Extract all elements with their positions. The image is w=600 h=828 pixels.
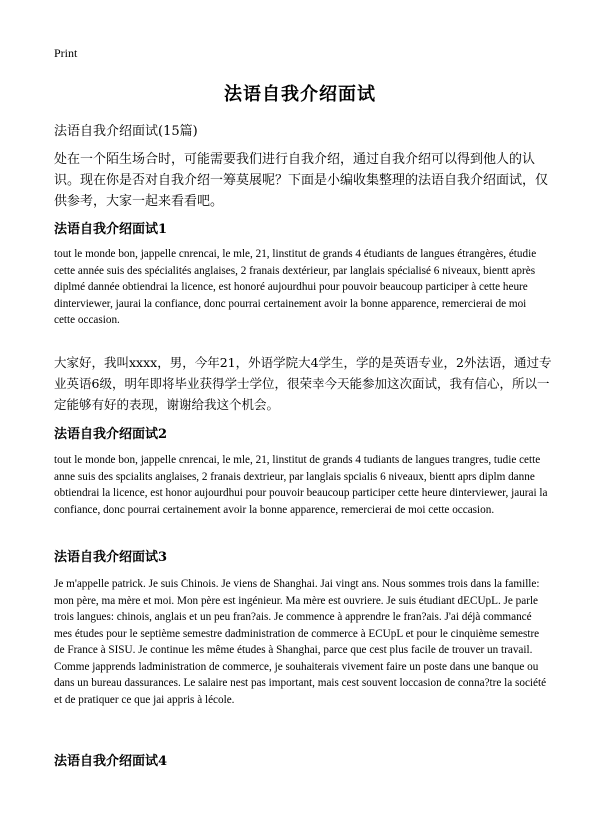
section-3-french-paragraph: Je m'appelle patrick. Je suis Chinois. Je viens de Shanghai. Jai vingt ans. Nous sommes trois dans la famille: mon père, ma mère et moi. Mon père est ingénieur. Ma mère est ouvriere. Je suis étudiant dECUpL. Je parle trois langues: chinois, anglais et un peu fran?ais. Je commence à apprendre le fran?ais. J'ai déjà commancé mes études pour le septième semestre dadministration de commerce à ECUpL et pour le cinquième semestre de France à SISU. Je continue les même études à Shanghai, parce que cest plus facile de trouver un travail. Comme japprends ladministration de commerce, je souhaiterais vivement faire un poste dans une banque ou dans un bureau dassurances. Le salaire nest pas important, mais cest souvent loccasion de conna?tre la société et de pratiquer ce que jai appris à lécole.	[54, 578, 547, 706]
intro-paragraph: 处在一个陌生场合时，可能需要我们进行自我介绍，通过自我介绍可以得到他人的认识。现在你是否对自我介绍一筹莫展呢？下面是小编收集整理的法语自我介绍面试，仅供参考，大家一起来看看吧。	[54, 152, 549, 209]
document-subtitle: 法语自我介绍面试(15篇)	[54, 124, 198, 139]
section-1-french-paragraph: tout le monde bon, jappelle cnrencai, le mle, 21, linstitut de grands 4 étudiants de langues étrangères, étudie cette année suis des spécialités anglaises, 2 franais dextérieur, par langlais spécialisé 6 niveaux, bientt après diplmé dannée obtiendrai la licence, est honoré aujourdhui pour pouvoir beaucoup participer à cette heure dinterviewer, jaurai la confiance, donc pourrai certainement avoir la bonne apparence, remercierai de moi cette occasion.	[54, 248, 537, 326]
section-1-chinese-paragraph: 大家好，我叫xxxx，男，今年21，外语学院大4学生，学的是英语专业，2外法语，通过专业英语6级，明年即将毕业获得学士学位，很荣幸今天能参加这次面试，我有信心，所以一定能够有好的表现，谢谢给我这个机会。	[54, 355, 552, 412]
section-heading-2: 法语自我介绍面试2	[54, 427, 168, 442]
section-2-french-paragraph: tout le monde bon, jappelle cnrencai, le mle, 21, linstitut de grands 4 tudiants de langues trangres, tudie cette anne suis des spcialits anglaises, 2 franais dextrieur, par langlais spcialis 6 niveaux, bientt aprs diplm danne obtiendrai la licence, est honor aujourdhui pour pouvoir beaucoup participer cette heure dinterviewer, jaurai la confiance, donc pourrai certainement avoir la bonne apparence, remercierai de moi cette occasion.	[54, 454, 548, 516]
page-title: 法语自我介绍面试	[224, 84, 376, 105]
section-heading-4: 法语自我介绍面试4	[54, 754, 168, 769]
section-heading-3: 法语自我介绍面试3	[54, 550, 168, 565]
print-link[interactable]: Print	[54, 46, 78, 60]
section-heading-1: 法语自我介绍面试1	[54, 222, 168, 237]
